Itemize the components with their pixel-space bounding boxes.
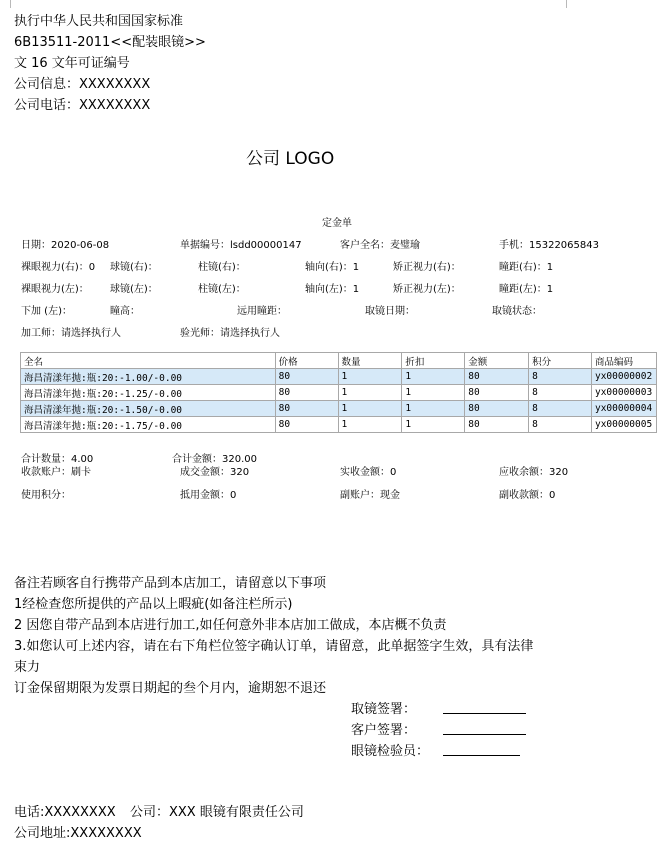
pupil-height: 瞳高：: [110, 306, 140, 317]
table-row: [21, 417, 657, 433]
cell-amount: 80: [465, 369, 529, 385]
add-left: 下加 (左)：: [21, 306, 72, 317]
column-header-code: 商品编码: [591, 353, 656, 369]
cell-points: 8: [529, 417, 592, 433]
processor: 加工师：请选择执行人: [21, 328, 121, 339]
receipt-customer: 客户全名：麦璧瑜: [340, 240, 420, 251]
header-standard-code: 6B13511-2011<<配装眼镜>>: [14, 35, 206, 50]
receipt-title: 定金单: [322, 218, 352, 229]
total-qty: 合计数量：4.00: [21, 454, 94, 465]
total-amount: 合计金额：320.00: [172, 454, 257, 465]
axis-right: 轴向(右)：1: [305, 262, 360, 273]
cell-points: 8: [529, 385, 592, 401]
note-line-4-cont: 束力: [14, 660, 41, 675]
note-line-2: 1经检查您所提供的产品以上暇疵(如备注栏所示): [14, 597, 293, 612]
footer-address: 公司地址:XXXXXXXX: [14, 826, 142, 841]
naked-vision-left: 裸眼视力(左)：: [21, 284, 89, 295]
pd-left: 瞳距(左)：1: [499, 284, 554, 295]
points-used: 使用积分：: [21, 490, 71, 501]
pickup-date: 取镜日期：: [365, 306, 415, 317]
cell-code: yx00000004: [591, 401, 656, 417]
cell-name: 海昌清漾年抛:瓶:20:-1.75/-0.00: [21, 417, 276, 433]
cell-qty: 1: [338, 417, 402, 433]
table-row: [21, 369, 657, 385]
corrected-vision-right: 矫正视力(右)：: [393, 262, 461, 273]
customer-signature-label: 客户签署：: [351, 723, 417, 738]
sphere-right: 球镜(右)：: [110, 262, 158, 273]
cell-amount: 80: [465, 385, 529, 401]
cell-discount: 1: [402, 401, 465, 417]
cell-amount: 80: [465, 417, 529, 433]
table-row: [21, 401, 657, 417]
cell-points: 8: [529, 401, 592, 417]
sphere-left: 球镜(左)：: [110, 284, 158, 295]
receivable-balance: 应收余额：320: [499, 467, 569, 478]
note-line-1: 备注若顾客自行携带产品到本店加工，请留意以下事项: [14, 576, 327, 591]
cell-points: 8: [529, 369, 592, 385]
pickup-signature-line: [443, 713, 526, 714]
note-line-3: 2 因您自带产品到本店进行加工,如任何意外非本店加工做成，本店概不负责: [14, 618, 447, 633]
deduct-amount: 抵用金额：0: [180, 490, 237, 501]
cell-price: 80: [275, 385, 338, 401]
sub-account: 副账户：现金: [340, 490, 400, 501]
cell-name: 海昌清漾年抛:瓶:20:-1.25/-0.00: [21, 385, 276, 401]
axis-left: 轴向(左)：1: [305, 284, 360, 295]
cell-code: yx00000002: [591, 369, 656, 385]
pickup-status: 取镜状态：: [492, 306, 542, 317]
table-row: [21, 385, 657, 401]
cylinder-right: 柱镜(右)：: [198, 262, 246, 273]
note-line-4: 3.如您认可上述内容，请在右下角栏位签字确认订单，请留意，此单据签字生效，具有法律: [14, 639, 534, 654]
header-standard: 执行中华人民共和国国家标准: [14, 14, 184, 29]
receipt-doc-no: 单据编号：lsdd00000147: [180, 240, 302, 251]
received-amount: 实收金额：0: [340, 467, 397, 478]
footer-company: 公司：XXX 眼镜有限责任公司: [130, 805, 304, 820]
cell-price: 80: [275, 417, 338, 433]
cell-price: 80: [275, 369, 338, 385]
corrected-vision-left: 矫正视力(左)：: [393, 284, 461, 295]
receipt-phone: 手机：15322065843: [499, 240, 599, 251]
cell-name: 海昌清漾年抛:瓶:20:-1.50/-0.00: [21, 401, 276, 417]
sub-received: 副收款额：0: [499, 490, 556, 501]
optometrist: 验光师：请选择执行人: [180, 328, 280, 339]
pd-right: 瞳距(右)：1: [499, 262, 554, 273]
company-logo: 公司 LOGO: [246, 149, 335, 169]
column-header-qty: 数量: [338, 353, 402, 369]
cell-discount: 1: [402, 385, 465, 401]
header-company-info: 公司信息：XXXXXXXX: [14, 77, 151, 92]
column-header-amount: 金额: [465, 353, 529, 369]
column-header-name: 全名: [21, 353, 276, 369]
column-header-price: 价格: [275, 353, 338, 369]
naked-vision-right: 裸眼视力(右)：0: [21, 262, 96, 273]
column-header-points: 积分: [529, 353, 592, 369]
header-company-phone: 公司电话：XXXXXXXX: [14, 98, 151, 113]
cell-discount: 1: [402, 369, 465, 385]
page-corner-mark-left: [2, 0, 11, 8]
cell-name: 海昌清漾年抛:瓶:20:-1.00/-0.00: [21, 369, 276, 385]
cell-qty: 1: [338, 401, 402, 417]
deal-amount: 成交金额：320: [180, 467, 250, 478]
cell-amount: 80: [465, 401, 529, 417]
note-line-5: 订金保留期限为发票日期起的叁个月内，逾期恕不退还: [14, 681, 327, 696]
column-header-discount: 折扣: [402, 353, 465, 369]
far-pd: 远用瞳距：: [237, 306, 287, 317]
header-license-no: 文 16 文年可证编号: [14, 56, 130, 71]
cell-price: 80: [275, 401, 338, 417]
table-header-row: [21, 353, 657, 369]
customer-signature-line: [443, 734, 526, 735]
page-corner-mark-right: [566, 0, 575, 8]
cell-discount: 1: [402, 417, 465, 433]
cell-qty: 1: [338, 385, 402, 401]
items-table: [20, 352, 657, 433]
inspector-signature-label: 眼镜检验员：: [351, 744, 430, 759]
receipt-date: 日期：2020-06-08: [21, 240, 110, 251]
cell-code: yx00000003: [591, 385, 656, 401]
inspector-signature-line: [443, 755, 520, 756]
cylinder-left: 柱镜(左)：: [198, 284, 246, 295]
cell-qty: 1: [338, 369, 402, 385]
cell-code: yx00000005: [591, 417, 656, 433]
payment-account: 收款账户：刷卡: [21, 467, 91, 478]
pickup-signature-label: 取镜签署：: [351, 702, 417, 717]
footer-phone: 电话:XXXXXXXX: [14, 805, 116, 820]
